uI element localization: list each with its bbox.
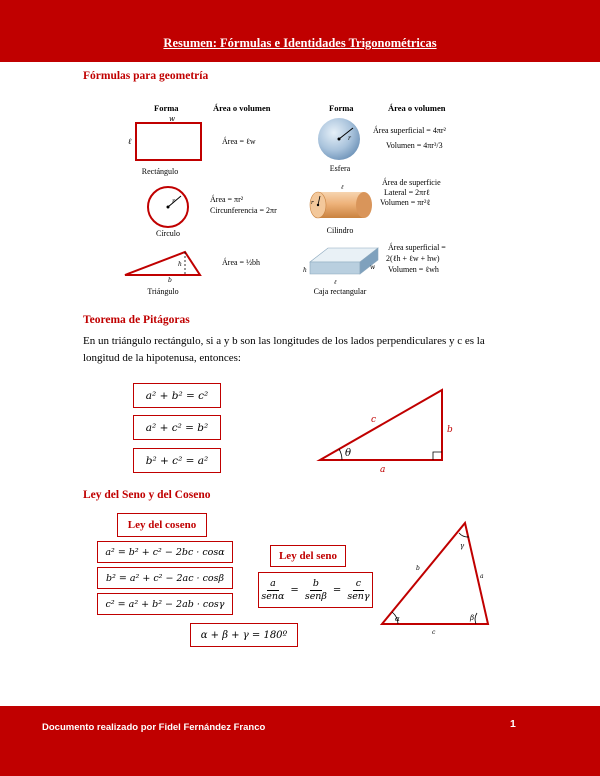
geometry-heading: Fórmulas para geometría xyxy=(83,70,209,82)
triangle-figure xyxy=(120,248,210,282)
triangle-formula: Área = ½bh xyxy=(222,258,261,267)
rectangle-figure xyxy=(126,112,206,162)
hyp-c-label: c xyxy=(371,415,377,425)
tri-b-label: b xyxy=(416,565,420,572)
equals-sign-1: = xyxy=(290,584,299,596)
cylinder-r-label: r xyxy=(311,200,314,206)
sine-den-c: senγ xyxy=(347,590,370,602)
sphere-formula-1: Área superficial = 4πr² xyxy=(373,126,446,135)
cylinder-formula-1: Área de superficie xyxy=(382,178,441,187)
box-formula-3: Volumen = ℓwh xyxy=(388,265,439,274)
sine-law-equation xyxy=(258,572,373,608)
col-forma-right: Forma xyxy=(329,103,354,113)
rect-l-label: ℓ xyxy=(128,137,132,146)
header-band xyxy=(0,0,600,62)
circle-formula-1: Área = πr² xyxy=(210,195,244,204)
sine-num-c: c xyxy=(353,578,364,591)
sine-den-a: senα xyxy=(261,590,285,602)
sphere-formula-2: Volumen = 4πr³/3 xyxy=(386,141,443,150)
box-figure xyxy=(298,242,384,288)
triangle-h-label: h xyxy=(178,261,182,268)
circle-r-label: r xyxy=(172,198,175,205)
sine-num-a: a xyxy=(267,578,279,591)
tri-alpha-label: α xyxy=(395,615,400,623)
col-area-left: Área o volumen xyxy=(213,103,271,113)
rect-formula: Área = ℓw xyxy=(222,137,256,146)
sine-den-b: senβ xyxy=(304,590,327,602)
sine-num-b: b xyxy=(310,578,322,591)
col-area-right: Área o volumen xyxy=(388,103,446,113)
tri-gamma-label: γ xyxy=(460,542,465,550)
circle-figure xyxy=(144,184,194,234)
cylinder-name: Cilindro xyxy=(326,226,354,235)
box-formula-1: Área superficial = xyxy=(388,243,446,252)
equals-sign-2: = xyxy=(332,584,342,596)
col-forma-left: Forma xyxy=(154,103,179,113)
sine-frac-b xyxy=(302,578,330,603)
right-triangle-figure xyxy=(316,386,476,476)
sphere-name: Esfera xyxy=(329,164,351,173)
cylinder-formula-3: Volumen = πr²ℓ xyxy=(380,198,431,207)
box-l-label: ℓ xyxy=(334,279,337,286)
circle-name: Círculo xyxy=(156,229,180,238)
laws-heading: Ley del Seno y del Coseno xyxy=(83,489,211,501)
circle-formula-2: Circunferencia = 2πr xyxy=(210,206,277,215)
box-w-label: w xyxy=(370,264,376,271)
side-a-label: a xyxy=(380,465,386,475)
theta-label: θ xyxy=(345,448,352,459)
tri-beta-label: β xyxy=(470,614,475,622)
triangle-name: Triángulo xyxy=(147,287,179,296)
sine-frac-a xyxy=(258,578,287,603)
sphere-r-label: r xyxy=(348,135,351,142)
side-b-label: b xyxy=(447,425,453,435)
oblique-triangle-figure xyxy=(376,520,496,636)
triangle-b-label: b xyxy=(168,277,172,284)
pythagoras-text: En un triángulo rectángulo, si a y b son las longitudes de los lados perpendiculares y c es la longitud de la hipotenusa, entonces: xyxy=(83,335,485,364)
cosine-law-label: Ley del coseno xyxy=(117,513,207,537)
footer-author: Documento realizado por Fidel Fernández Franco xyxy=(42,722,266,733)
pythagoras-heading: Teorema de Pitágoras xyxy=(83,314,190,326)
sine-frac-c xyxy=(344,578,372,603)
pythagoras-eq-1: a² + b² = c² xyxy=(133,383,221,408)
pythagoras-eq-3: b² + c² = a² xyxy=(133,448,221,473)
box-h-label: h xyxy=(303,267,307,274)
box-formula-2: 2(ℓh + ℓw + hw) xyxy=(386,254,440,263)
footer-band xyxy=(0,706,600,776)
cosine-eq-3: c² = a² + b² − 2ab · cosγ xyxy=(97,593,233,615)
cylinder-l-label: ℓ xyxy=(341,184,344,191)
rect-w-label: w xyxy=(169,115,175,123)
sphere-figure xyxy=(315,115,365,165)
box-name: Caja rectangular xyxy=(313,287,367,296)
cosine-eq-1: a² = b² + c² − 2bc · cosα xyxy=(97,541,233,563)
cylinder-formula-2: Lateral = 2πrℓ xyxy=(384,188,430,197)
document-title: Resumen: Fórmulas e Identidades Trigonométricas xyxy=(163,36,437,50)
pythagoras-eq-2: a² + c² = b² xyxy=(133,415,221,440)
cylinder-figure xyxy=(306,182,376,226)
tri-c-label: c xyxy=(432,629,436,636)
tri-a-label: a xyxy=(480,573,484,580)
page-number: 1 xyxy=(510,718,516,730)
rect-name: Rectángulo xyxy=(141,167,179,176)
sine-law-label: Ley del seno xyxy=(270,545,346,567)
cosine-eq-2: b² = a² + c² − 2ac · cosβ xyxy=(97,567,233,589)
angles-sum: α + β + γ = 180º xyxy=(190,623,298,647)
